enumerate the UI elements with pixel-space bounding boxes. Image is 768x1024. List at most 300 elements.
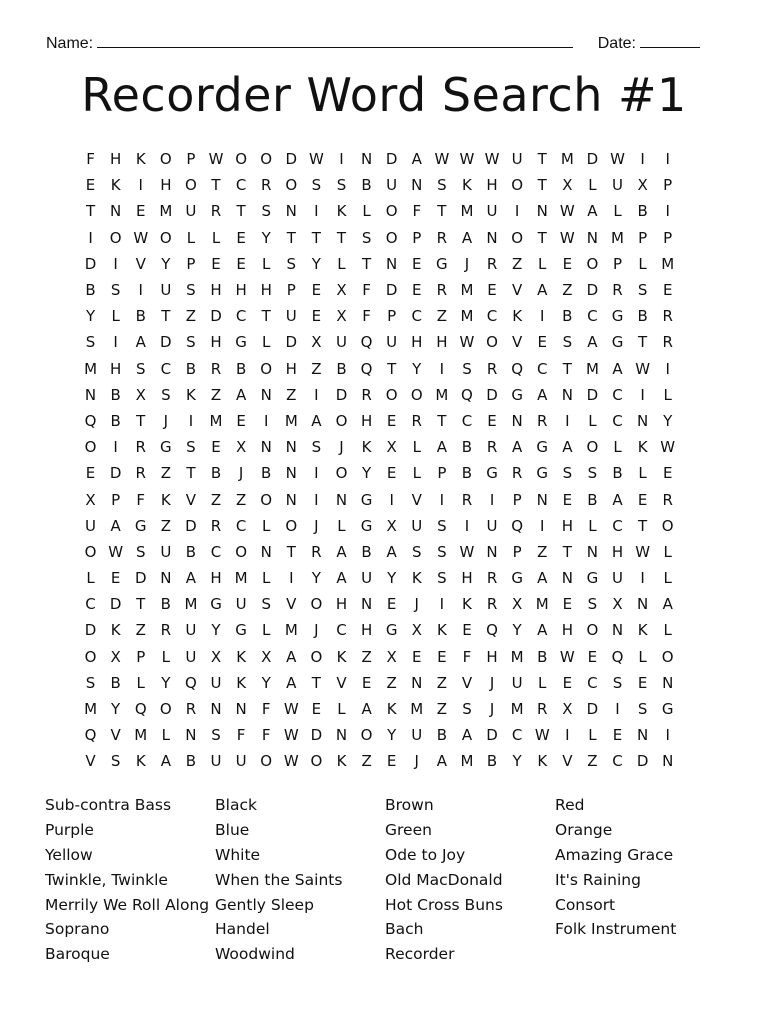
- grid-letter[interactable]: B: [436, 726, 447, 745]
- grid-letter[interactable]: K: [110, 176, 121, 195]
- grid-letter[interactable]: L: [588, 726, 597, 745]
- grid-letter[interactable]: R: [612, 281, 623, 300]
- grid-letter[interactable]: A: [361, 700, 372, 719]
- grid-letter[interactable]: L: [262, 333, 271, 352]
- grid-letter[interactable]: N: [285, 438, 297, 457]
- grid-letter[interactable]: H: [210, 569, 222, 588]
- grid-letter[interactable]: L: [161, 647, 170, 666]
- grid-letter[interactable]: R: [486, 569, 498, 588]
- grid-letter[interactable]: K: [186, 385, 196, 404]
- grid-letter[interactable]: H: [160, 176, 172, 195]
- grid-letter[interactable]: M: [84, 700, 98, 719]
- grid-letter[interactable]: I: [389, 490, 394, 509]
- grid-letter[interactable]: R: [486, 254, 498, 273]
- grid-letter[interactable]: H: [235, 281, 247, 300]
- grid-letter[interactable]: U: [511, 673, 523, 692]
- grid-letter[interactable]: Z: [562, 281, 573, 300]
- grid-letter[interactable]: V: [562, 752, 573, 771]
- grid-letter[interactable]: I: [565, 726, 570, 745]
- name-field[interactable]: [46, 33, 573, 53]
- grid-letter[interactable]: T: [136, 411, 146, 430]
- grid-letter[interactable]: M: [661, 254, 675, 273]
- grid-letter[interactable]: M: [460, 307, 474, 326]
- grid-letter[interactable]: B: [110, 385, 121, 404]
- grid-letter[interactable]: C: [612, 385, 623, 404]
- grid-letter[interactable]: O: [486, 333, 498, 352]
- grid-letter[interactable]: D: [486, 726, 498, 745]
- grid-letter[interactable]: O: [235, 150, 248, 169]
- grid-letter[interactable]: A: [135, 333, 146, 352]
- grid-letter[interactable]: E: [562, 595, 573, 614]
- grid-letter[interactable]: W: [434, 150, 450, 169]
- grid-letter[interactable]: R: [537, 700, 548, 719]
- grid-letter[interactable]: P: [186, 150, 196, 169]
- grid-letter[interactable]: R: [185, 700, 197, 719]
- grid-letter[interactable]: N: [486, 542, 498, 561]
- grid-letter[interactable]: B: [110, 673, 121, 692]
- grid-letter[interactable]: Y: [512, 621, 522, 640]
- grid-letter[interactable]: M: [585, 359, 599, 378]
- grid-letter[interactable]: M: [234, 569, 248, 588]
- grid-letter[interactable]: J: [414, 752, 419, 771]
- grid-letter[interactable]: B: [235, 359, 247, 378]
- grid-letter[interactable]: G: [586, 569, 599, 588]
- grid-letter[interactable]: R: [486, 595, 498, 614]
- grid-letter[interactable]: E: [386, 464, 397, 483]
- grid-letter[interactable]: D: [160, 333, 172, 352]
- grid-letter[interactable]: Y: [211, 621, 221, 640]
- grid-letter[interactable]: N: [260, 385, 272, 404]
- grid-letter[interactable]: N: [285, 202, 297, 221]
- grid-letter[interactable]: G: [436, 254, 448, 273]
- grid-letter[interactable]: E: [562, 254, 573, 273]
- grid-letter[interactable]: Z: [361, 752, 372, 771]
- grid-letter[interactable]: A: [461, 726, 473, 745]
- grid-letter[interactable]: I: [640, 569, 645, 588]
- grid-letter[interactable]: U: [185, 202, 197, 221]
- grid-letter[interactable]: W: [108, 542, 124, 561]
- grid-letter[interactable]: O: [185, 176, 197, 195]
- grid-letter[interactable]: T: [286, 542, 296, 561]
- grid-letter[interactable]: E: [637, 673, 648, 692]
- grid-letter[interactable]: N: [586, 228, 599, 247]
- grid-letter[interactable]: E: [487, 411, 497, 430]
- grid-letter[interactable]: T: [161, 307, 171, 326]
- grid-letter[interactable]: N: [260, 438, 272, 457]
- grid-letter[interactable]: L: [588, 176, 597, 195]
- grid-letter[interactable]: A: [235, 385, 247, 404]
- grid-letter[interactable]: T: [437, 411, 447, 430]
- grid-letter[interactable]: E: [361, 673, 372, 692]
- grid-letter[interactable]: O: [285, 516, 298, 535]
- grid-letter[interactable]: U: [335, 333, 347, 352]
- grid-letter[interactable]: L: [588, 516, 597, 535]
- grid-letter[interactable]: F: [261, 700, 271, 719]
- grid-letter[interactable]: A: [562, 438, 573, 457]
- grid-letter[interactable]: I: [540, 516, 545, 535]
- grid-letter[interactable]: P: [111, 490, 121, 509]
- grid-letter[interactable]: W: [534, 726, 550, 745]
- grid-letter[interactable]: E: [211, 438, 221, 457]
- grid-letter[interactable]: P: [186, 254, 196, 273]
- grid-letter[interactable]: D: [84, 254, 97, 273]
- grid-letter[interactable]: F: [412, 202, 422, 221]
- date-blank-line[interactable]: [640, 33, 700, 48]
- grid-letter[interactable]: D: [285, 333, 298, 352]
- grid-letter[interactable]: B: [361, 542, 372, 561]
- grid-letter[interactable]: X: [637, 176, 648, 195]
- grid-letter[interactable]: D: [109, 464, 122, 483]
- grid-letter[interactable]: Q: [185, 673, 197, 692]
- grid-letter[interactable]: Z: [361, 647, 372, 666]
- grid-letter[interactable]: Y: [311, 254, 321, 273]
- grid-letter[interactable]: M: [284, 621, 298, 640]
- grid-letter[interactable]: O: [84, 647, 97, 666]
- grid-letter[interactable]: G: [360, 490, 373, 509]
- grid-letter[interactable]: U: [486, 202, 498, 221]
- grid-letter[interactable]: R: [662, 333, 673, 352]
- grid-letter[interactable]: I: [514, 202, 520, 221]
- grid-letter[interactable]: Z: [436, 700, 447, 719]
- grid-letter[interactable]: K: [512, 307, 523, 326]
- grid-letter[interactable]: Z: [235, 490, 247, 509]
- grid-letter[interactable]: W: [283, 726, 299, 745]
- grid-letter[interactable]: C: [85, 595, 96, 614]
- grid-letter[interactable]: S: [437, 569, 447, 588]
- grid-letter[interactable]: I: [640, 150, 645, 169]
- grid-letter[interactable]: E: [587, 647, 598, 666]
- grid-letter[interactable]: M: [209, 411, 223, 430]
- grid-letter[interactable]: I: [314, 385, 319, 404]
- grid-letter[interactable]: S: [110, 752, 121, 771]
- grid-letter[interactable]: L: [136, 673, 145, 692]
- name-blank-line[interactable]: [97, 33, 573, 48]
- grid-letter[interactable]: G: [511, 569, 523, 588]
- grid-letter[interactable]: R: [662, 307, 673, 326]
- grid-letter[interactable]: P: [286, 281, 296, 300]
- grid-letter[interactable]: H: [561, 621, 573, 640]
- grid-letter[interactable]: S: [261, 202, 271, 221]
- grid-letter[interactable]: D: [210, 307, 222, 326]
- grid-letter[interactable]: K: [336, 202, 347, 221]
- grid-letter[interactable]: E: [612, 726, 623, 745]
- grid-letter[interactable]: F: [261, 726, 271, 745]
- grid-letter[interactable]: E: [135, 202, 146, 221]
- grid-letter[interactable]: Z: [512, 254, 523, 273]
- grid-letter[interactable]: Q: [134, 700, 147, 719]
- grid-letter[interactable]: S: [612, 673, 623, 692]
- grid-letter[interactable]: U: [411, 516, 423, 535]
- grid-letter[interactable]: O: [159, 228, 172, 247]
- grid-letter[interactable]: H: [360, 411, 373, 430]
- grid-letter[interactable]: E: [211, 254, 221, 273]
- grid-letter[interactable]: P: [512, 542, 522, 561]
- grid-letter[interactable]: T: [537, 228, 547, 247]
- grid-letter[interactable]: B: [461, 438, 473, 457]
- grid-letter[interactable]: U: [160, 542, 172, 561]
- grid-letter[interactable]: D: [134, 569, 147, 588]
- grid-letter[interactable]: N: [185, 726, 197, 745]
- grid-letter[interactable]: I: [540, 307, 545, 326]
- grid-letter[interactable]: L: [538, 254, 547, 273]
- grid-letter[interactable]: S: [462, 359, 472, 378]
- grid-letter[interactable]: N: [636, 595, 649, 614]
- grid-letter[interactable]: P: [663, 176, 673, 195]
- grid-letter[interactable]: X: [336, 281, 347, 300]
- grid-letter[interactable]: A: [537, 385, 548, 404]
- grid-letter[interactable]: C: [235, 176, 247, 195]
- grid-letter[interactable]: L: [337, 254, 346, 273]
- grid-letter[interactable]: W: [459, 542, 475, 561]
- grid-letter[interactable]: K: [537, 752, 548, 771]
- grid-letter[interactable]: I: [314, 464, 319, 483]
- grid-letter[interactable]: Z: [135, 621, 146, 640]
- grid-letter[interactable]: G: [536, 438, 549, 457]
- grid-letter[interactable]: G: [385, 621, 398, 640]
- grid-letter[interactable]: S: [311, 438, 322, 457]
- grid-letter[interactable]: B: [587, 490, 598, 509]
- grid-letter[interactable]: N: [160, 569, 172, 588]
- grid-letter[interactable]: K: [386, 700, 397, 719]
- grid-letter[interactable]: W: [133, 228, 149, 247]
- grid-letter[interactable]: A: [537, 569, 548, 588]
- grid-letter[interactable]: V: [461, 673, 473, 692]
- grid-letter[interactable]: O: [260, 150, 273, 169]
- grid-letter[interactable]: E: [236, 411, 246, 430]
- grid-letter[interactable]: E: [412, 647, 422, 666]
- grid-letter[interactable]: W: [308, 150, 324, 169]
- grid-letter[interactable]: H: [210, 333, 222, 352]
- grid-letter[interactable]: M: [184, 595, 198, 614]
- grid-letter[interactable]: R: [662, 490, 673, 509]
- grid-letter[interactable]: W: [208, 150, 224, 169]
- grid-letter[interactable]: O: [285, 176, 298, 195]
- grid-letter[interactable]: S: [637, 700, 648, 719]
- grid-letter[interactable]: L: [337, 516, 346, 535]
- grid-letter[interactable]: I: [464, 516, 470, 535]
- grid-letter[interactable]: E: [110, 569, 121, 588]
- grid-letter[interactable]: R: [486, 438, 498, 457]
- grid-letter[interactable]: N: [260, 542, 272, 561]
- grid-letter[interactable]: Y: [387, 569, 397, 588]
- grid-letter[interactable]: N: [360, 150, 373, 169]
- grid-letter[interactable]: U: [285, 307, 297, 326]
- grid-letter[interactable]: S: [286, 254, 297, 273]
- grid-letter[interactable]: T: [236, 202, 246, 221]
- grid-letter[interactable]: S: [437, 176, 447, 195]
- grid-letter[interactable]: Z: [436, 673, 447, 692]
- grid-letter[interactable]: E: [386, 752, 397, 771]
- date-field[interactable]: [598, 33, 700, 53]
- grid-letter[interactable]: K: [462, 595, 472, 614]
- grid-letter[interactable]: A: [612, 490, 623, 509]
- grid-letter[interactable]: V: [185, 490, 197, 509]
- grid-letter[interactable]: E: [437, 647, 447, 666]
- grid-letter[interactable]: S: [361, 228, 372, 247]
- grid-letter[interactable]: O: [661, 516, 674, 535]
- grid-letter[interactable]: J: [314, 621, 319, 640]
- grid-letter[interactable]: B: [85, 281, 96, 300]
- grid-letter[interactable]: N: [110, 202, 122, 221]
- grid-letter[interactable]: J: [238, 464, 244, 483]
- grid-letter[interactable]: C: [612, 411, 623, 430]
- grid-letter[interactable]: M: [84, 359, 98, 378]
- grid-letter[interactable]: H: [110, 359, 122, 378]
- grid-letter[interactable]: I: [665, 359, 670, 378]
- grid-letter[interactable]: Y: [361, 464, 372, 483]
- grid-letter[interactable]: A: [110, 516, 121, 535]
- grid-letter[interactable]: C: [587, 307, 598, 326]
- grid-letter[interactable]: Q: [84, 726, 97, 745]
- grid-letter[interactable]: O: [511, 228, 524, 247]
- grid-letter[interactable]: M: [510, 700, 524, 719]
- grid-letter[interactable]: E: [311, 281, 322, 300]
- grid-letter[interactable]: D: [586, 700, 599, 719]
- grid-letter[interactable]: T: [562, 542, 572, 561]
- grid-letter[interactable]: Z: [160, 516, 171, 535]
- grid-letter[interactable]: D: [185, 516, 197, 535]
- grid-letter[interactable]: L: [86, 569, 95, 588]
- grid-letter[interactable]: C: [411, 307, 422, 326]
- grid-letter[interactable]: N: [561, 385, 573, 404]
- grid-letter[interactable]: U: [486, 516, 498, 535]
- grid-letter[interactable]: F: [86, 150, 95, 169]
- grid-letter[interactable]: R: [461, 490, 473, 509]
- grid-letter[interactable]: G: [160, 438, 172, 457]
- grid-letter[interactable]: D: [335, 385, 348, 404]
- grid-letter[interactable]: K: [361, 438, 372, 457]
- grid-letter[interactable]: X: [135, 385, 146, 404]
- grid-letter[interactable]: K: [236, 673, 247, 692]
- grid-letter[interactable]: S: [336, 176, 347, 195]
- grid-letter[interactable]: I: [314, 490, 319, 509]
- grid-letter[interactable]: J: [314, 516, 319, 535]
- grid-letter[interactable]: B: [637, 202, 648, 221]
- grid-letter[interactable]: I: [665, 202, 670, 221]
- grid-letter[interactable]: M: [435, 385, 449, 404]
- grid-letter[interactable]: X: [612, 595, 623, 614]
- grid-letter[interactable]: S: [110, 281, 121, 300]
- grid-letter[interactable]: W: [283, 752, 299, 771]
- grid-letter[interactable]: Y: [85, 307, 96, 326]
- grid-letter[interactable]: L: [186, 228, 196, 247]
- grid-letter[interactable]: S: [587, 464, 598, 483]
- grid-letter[interactable]: V: [336, 673, 347, 692]
- grid-letter[interactable]: E: [311, 700, 322, 719]
- grid-letter[interactable]: A: [436, 752, 447, 771]
- grid-letter[interactable]: F: [362, 307, 371, 326]
- grid-letter[interactable]: C: [235, 516, 247, 535]
- grid-letter[interactable]: L: [613, 438, 622, 457]
- grid-letter[interactable]: O: [586, 438, 599, 457]
- grid-letter[interactable]: Q: [486, 621, 498, 640]
- grid-letter[interactable]: B: [135, 307, 146, 326]
- grid-letter[interactable]: Z: [587, 752, 598, 771]
- grid-letter[interactable]: B: [486, 752, 498, 771]
- grid-letter[interactable]: W: [559, 228, 575, 247]
- grid-letter[interactable]: A: [386, 542, 397, 561]
- grid-letter[interactable]: Q: [84, 411, 97, 430]
- grid-letter[interactable]: X: [311, 333, 322, 352]
- grid-letter[interactable]: E: [662, 281, 673, 300]
- grid-letter[interactable]: H: [260, 281, 272, 300]
- grid-letter[interactable]: S: [311, 176, 322, 195]
- grid-letter[interactable]: X: [562, 700, 573, 719]
- grid-letter[interactable]: K: [135, 752, 146, 771]
- grid-letter[interactable]: W: [559, 647, 575, 666]
- grid-letter[interactable]: Z: [210, 385, 222, 404]
- grid-letter[interactable]: D: [636, 752, 649, 771]
- grid-letter[interactable]: W: [459, 333, 475, 352]
- grid-letter[interactable]: I: [188, 411, 194, 430]
- grid-letter[interactable]: X: [386, 647, 397, 666]
- grid-letter[interactable]: F: [236, 726, 246, 745]
- grid-letter[interactable]: N: [210, 700, 222, 719]
- grid-letter[interactable]: V: [110, 726, 121, 745]
- grid-letter[interactable]: B: [261, 464, 272, 483]
- grid-letter[interactable]: R: [436, 281, 448, 300]
- grid-letter[interactable]: A: [461, 228, 473, 247]
- grid-letter[interactable]: I: [138, 176, 143, 195]
- grid-letter[interactable]: M: [460, 202, 474, 221]
- grid-letter[interactable]: L: [161, 726, 170, 745]
- grid-letter[interactable]: W: [459, 150, 475, 169]
- grid-letter[interactable]: L: [638, 254, 647, 273]
- grid-letter[interactable]: T: [562, 359, 572, 378]
- grid-letter[interactable]: J: [489, 700, 495, 719]
- grid-letter[interactable]: L: [663, 385, 672, 404]
- grid-letter[interactable]: V: [512, 333, 523, 352]
- grid-letter[interactable]: A: [286, 647, 297, 666]
- grid-letter[interactable]: R: [436, 228, 448, 247]
- grid-letter[interactable]: I: [88, 228, 93, 247]
- grid-letter[interactable]: K: [160, 490, 171, 509]
- grid-letter[interactable]: A: [662, 595, 673, 614]
- grid-letter[interactable]: X: [210, 647, 222, 666]
- grid-letter[interactable]: R: [210, 359, 222, 378]
- grid-letter[interactable]: B: [160, 595, 171, 614]
- grid-letter[interactable]: N: [411, 176, 423, 195]
- grid-letter[interactable]: T: [437, 202, 447, 221]
- grid-letter[interactable]: C: [612, 752, 623, 771]
- grid-letter[interactable]: L: [262, 621, 271, 640]
- grid-letter[interactable]: S: [211, 726, 221, 745]
- grid-letter[interactable]: I: [138, 281, 143, 300]
- grid-letter[interactable]: L: [588, 411, 597, 430]
- grid-letter[interactable]: A: [411, 150, 422, 169]
- grid-letter[interactable]: O: [310, 752, 323, 771]
- grid-letter[interactable]: J: [163, 411, 169, 430]
- grid-letter[interactable]: R: [260, 176, 272, 195]
- grid-letter[interactable]: E: [462, 621, 472, 640]
- grid-letter[interactable]: B: [612, 464, 623, 483]
- grid-letter[interactable]: J: [339, 438, 344, 457]
- grid-letter[interactable]: E: [311, 307, 322, 326]
- grid-letter[interactable]: C: [210, 542, 222, 561]
- grid-letter[interactable]: A: [537, 281, 548, 300]
- grid-letter[interactable]: I: [314, 202, 319, 221]
- grid-letter[interactable]: I: [489, 490, 495, 509]
- grid-letter[interactable]: V: [286, 595, 297, 614]
- grid-letter[interactable]: I: [615, 700, 620, 719]
- grid-letter[interactable]: L: [262, 254, 271, 273]
- grid-letter[interactable]: F: [136, 490, 146, 509]
- grid-letter[interactable]: X: [562, 176, 573, 195]
- grid-letter[interactable]: T: [186, 464, 196, 483]
- grid-letter[interactable]: I: [565, 411, 570, 430]
- grid-letter[interactable]: K: [236, 647, 247, 666]
- grid-letter[interactable]: Y: [387, 726, 397, 745]
